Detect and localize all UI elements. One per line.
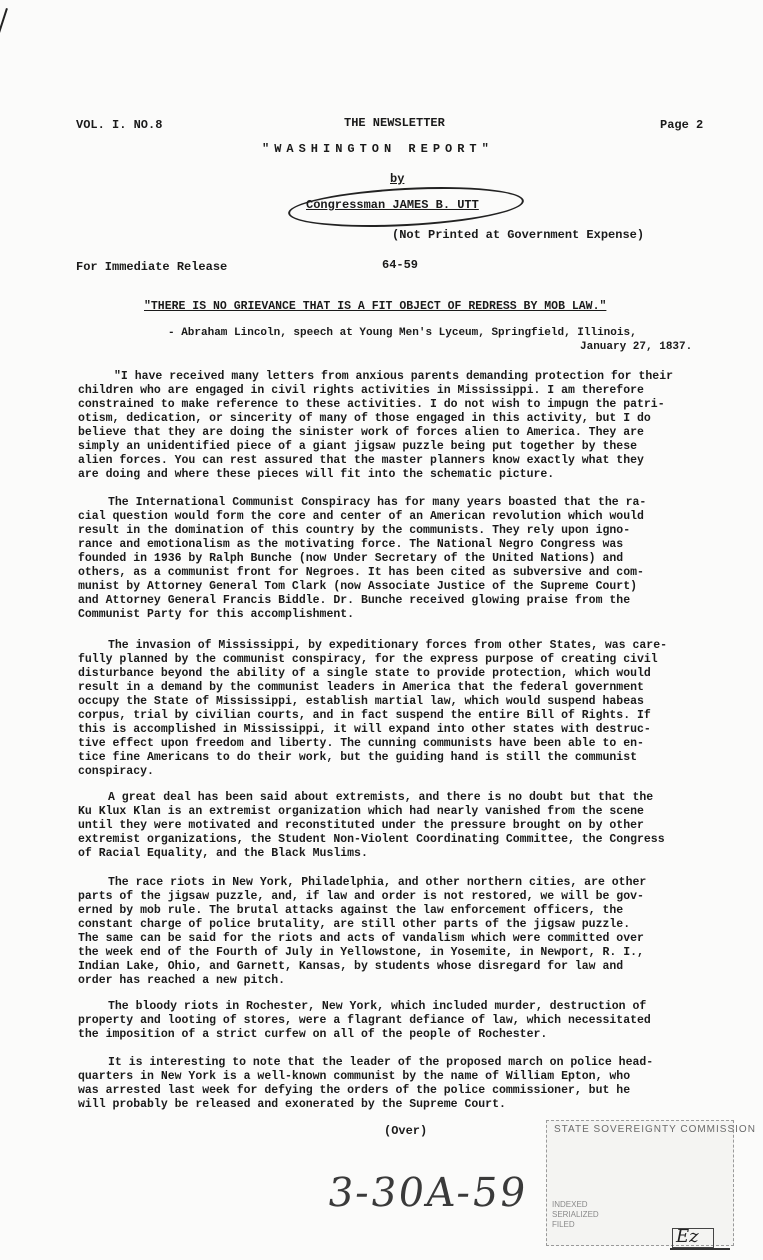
stamp-indexed: INDEXED xyxy=(552,1200,588,1209)
stamp-title: STATE SOVEREIGNTY COMMISSION xyxy=(554,1124,756,1135)
initials-underline xyxy=(670,1248,730,1250)
paragraph-1: "I have received many letters from anxious parents demanding protection for their children who are engaged in civil rights activities in Mississippi. I am therefore constrained to make reference to these activities. I do not wish to impugn the patri- otism, dedication, or sincerity of many of those engaged in this activity, but I do believe that they are doing the sinister work of forces alien to America. They are simply an unidentified piece of a giant jigsaw puzzle being put together by these alien forces. You can rest assured that the master planners know exactly what they are doing and where these pieces will fit into the schematic picture. xyxy=(78,370,673,481)
epigraph-quote: "THERE IS NO GRIEVANCE THAT IS A FIT OBJECT OF REDRESS BY MOB LAW." xyxy=(144,300,607,313)
newsletter-title: THE NEWSLETTER xyxy=(344,116,445,130)
volume-number: VOL. I. NO.8 xyxy=(76,118,163,132)
author-name: Congressman JAMES B. UTT xyxy=(306,198,479,212)
epigraph-date: January 27, 1837. xyxy=(580,341,693,353)
stamp-filed: FILED xyxy=(552,1220,575,1229)
by-line: by xyxy=(390,172,405,186)
handwritten-initials: Ez xyxy=(676,1226,699,1247)
printing-note: (Not Printed at Government Expense) xyxy=(392,228,645,242)
paragraph-2: The International Communist Conspiracy has for many years boasted that the ra- cial question would form the core and center of an American revolution which would result in the domination of this country by the communists. They rely upon igno- rance and emotionalism as the motivating force. The National Negro Congress was founded in 1936 by Ralph Bunche (now Under Secretary of the United Nations) and others, as a communist front for Negroes. It has been cited as subversive and com- munist by Attorney General Tom Clark (now Associate Justice of the Supreme Court) and Attorney General Francis Biddle. Dr. Bunche received glowing praise from the Communist Party for this accomplishment. xyxy=(78,496,647,621)
report-title: "WASHINGTON REPORT" xyxy=(262,142,494,156)
paragraph-6: The bloody riots in Rochester, New York, which included murder, destruction of property and looting of stores, were a flagrant defiance of law, which necessitated the imposition of a strict curfew on all of the people of Rochester. xyxy=(78,1000,651,1041)
page-number: Page 2 xyxy=(660,118,704,132)
stamp-serialized: SERIALIZED xyxy=(552,1210,599,1219)
paragraph-7: It is interesting to note that the leader of the proposed march on police head- quarters in New York is a well-known communist by the name of William Epton, who was arrested last week for defying the orders of the police commissioner, but he will probably be released and exonerated by the Supreme Court. xyxy=(78,1056,654,1111)
epigraph-attribution: - Abraham Lincoln, speech at Young Men's Lyceum, Springfield, Illinois, xyxy=(168,327,637,339)
over-note: (Over) xyxy=(384,1124,428,1138)
release-number: 64-59 xyxy=(382,258,419,272)
paragraph-4: A great deal has been said about extremists, and there is no doubt but that the Ku Klux Klan is an extremist organization which had nearly vanished from the scene until they were motivated and reconstituted under the pressure brought on by other extremist organizations, the Student Non-Violent Coordinating Committee, the Congress of Racial Equality, and the Black Muslims. xyxy=(78,791,665,860)
release-line: For Immediate Release xyxy=(76,260,228,274)
handwritten-file-number: 3-30A-59 xyxy=(324,1170,531,1216)
margin-pen-mark xyxy=(0,8,8,85)
paragraph-3: The invasion of Mississippi, by expeditionary forces from other States, was care- fully planned by the communist conspiracy, for the express purpose of creating civil disturbance beyond the ability of a single state to provide protection, which would result in a demand by the communist leaders in America that the federal government occupy the State of Mississippi, establish martial law, which would suspend habeas corpus, trial by civilian courts, and in fact suspend the entire Bill of Rights. If this is accomplished in Mississippi, it will expand into other states with destruc- tive effect upon freedom and liberty. The cunning communists have been able to en- tice fine Americans to do their work, but the guiding hand is still the communist conspiracy. xyxy=(78,639,667,778)
paragraph-5: The race riots in New York, Philadelphia, and other northern cities, are other parts of the jigsaw puzzle, and, if law and order is not restored, we will be gov- erned by mob rule. The brutal attacks against the law enforcement officers, the constant charge of police brutality, are still other parts of the jigsaw puzzle. The same can be said for the riots and acts of vandalism which were committed over the week end of the Fourth of July in Yellowstone, in Yosemite, in Newport, R. I., Indian Lake, Ohio, and Garnett, Kansas, by students whose disregard for law and order has reached a new pitch. xyxy=(78,876,647,987)
